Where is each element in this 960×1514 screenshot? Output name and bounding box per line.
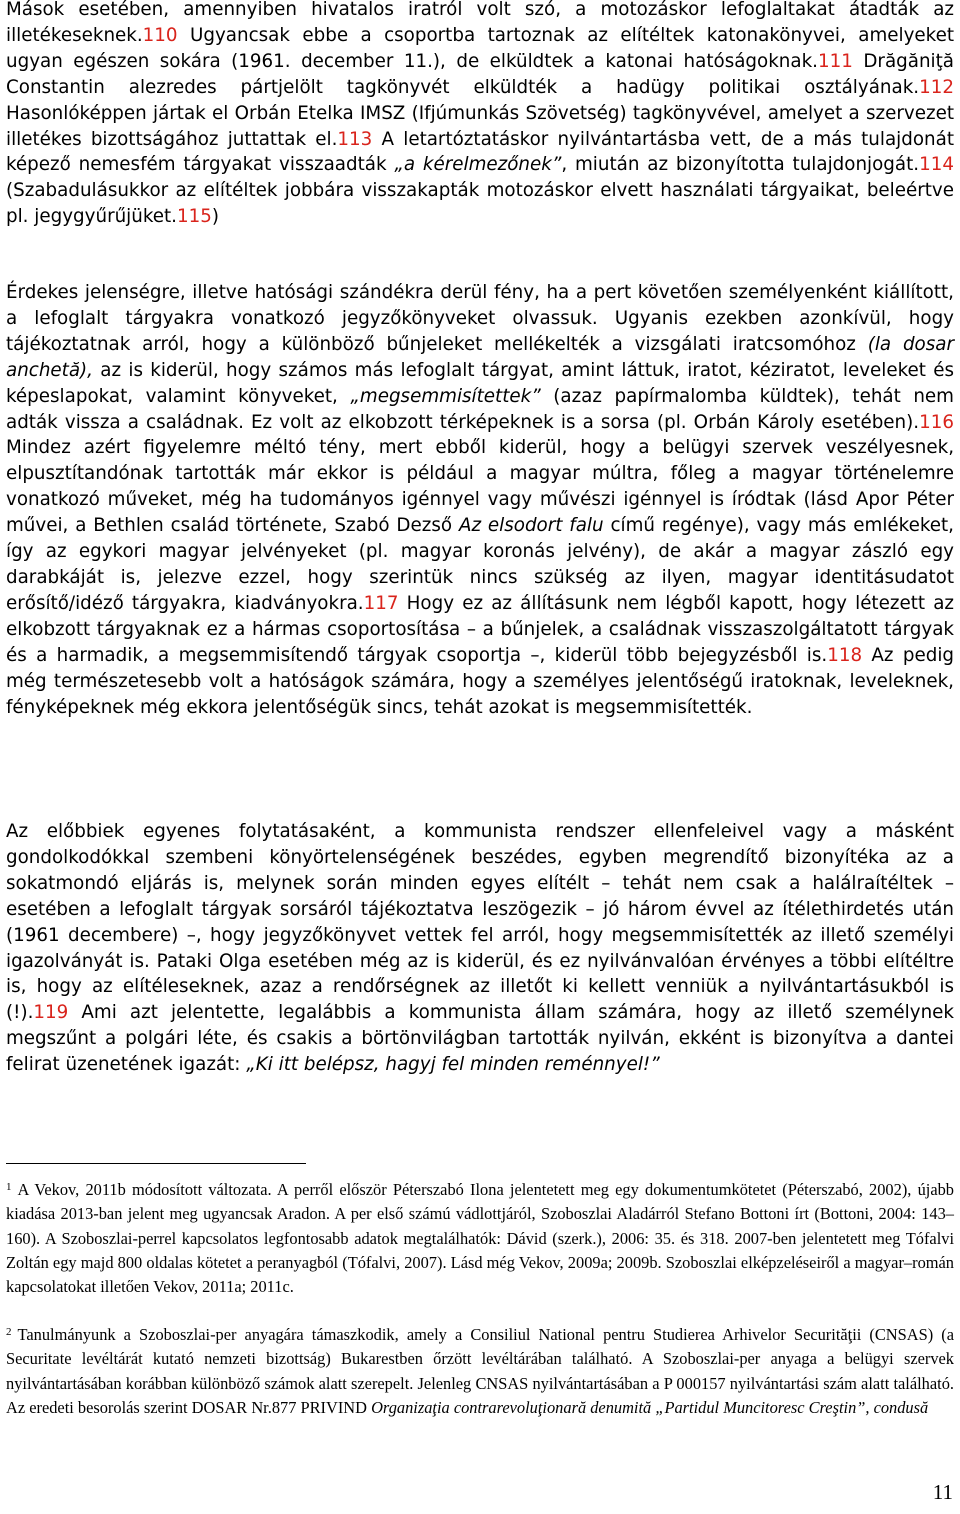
text-run: Hasonlóképpen jártak el Orbán Etelka IMSZ (Ifjúmunkás Szövetség) tagkönyvével, amelyet a szervezet illetékes bizottságához juttattak el. xyxy=(6,102,954,150)
footnote-ref-113[interactable]: 113 xyxy=(337,128,373,150)
text-run: (azaz papírmalomba küldtek), tehát nem adták vissza a családnak. Ez volt az elkobzott térképeknek is a sorsa (pl. Orbán Károly esetében). xyxy=(6,385,954,433)
text-run: , miután az bizonyította tulajdonjogát. xyxy=(561,154,920,176)
text-run: Az előbbiek egyenes folytatásaként, a kommunista rendszer ellenfeleivel vagy a másként gondolkodókkal szembeni könyörtelenségének beszédes, egyben megrendítő bizonyítéka az a sokatmondó eljárás is, melynek során minden egyes elítélt – tehát nem csak a halálraítéltek – esetében a lefoglalt tárgyak sorsáról tájékoztatva leszögezik – jó három évvel az ítélethirdetés után (1961 decembere) –, hogy jegyzőkönyvet vettek fel arról, hogy megsemmisítették az illető személyi igazolványát is. Pataki Olga esetében még az is kiderül, és ez nyilvánvalóan érvényes a többi elítéltre is, hogy az elítéleseknek, azaz a rendőrségnek az illetőt ki kellett venniük a nyilvántartásukból is (!). xyxy=(6,821,954,1024)
footnote-1 xyxy=(6,1178,954,1299)
footnote-2 xyxy=(6,1323,954,1420)
footnote-ref-112[interactable]: 112 xyxy=(919,76,954,98)
footnote-text: Tanulmányunk a Szoboszlai-per anyagára támaszkodik, amely a Consiliul National pentru Studierea Arhivelor Securităţii (CNSAS) (a Securitate levéltárát kutató nemzeti bizottság) Bukarestben őrzött levéltárában található. A Szoboszlai-per anyaga a belügyi szervek nyilvántartásában korábban különböző számok alatt szerepelt. Jelenleg CNSAS nyilvántartásában a P 000157 nyilvántartási szám alatt található. Az eredeti besorolás szerint DOSAR Nr.877 PRIVIND xyxy=(6,1325,954,1417)
footnote-ref-111[interactable]: 111 xyxy=(817,50,853,72)
italic-quote: „megsemmisítettek” xyxy=(350,385,541,407)
footnote-ref-116[interactable]: 116 xyxy=(919,411,954,433)
text-run: A letartóztatáskor nyilvántartásba vett, de a más tulajdonát képező nemesfém tárgyakat visszaadták xyxy=(6,128,954,176)
text-run: Mások esetében, amennyiben hivatalos iratról volt szó, a motozáskor lefoglaltakat átadták az illetékeseknek. xyxy=(6,0,954,46)
text-run: (Szabadulásukkor az elítéltek jobbára visszakapták motozáskor elvett használati tárgyaikat, beleértve pl. jegygyűrűjüket. xyxy=(6,180,954,228)
paragraph-2 xyxy=(6,280,954,720)
footnote-ref-110[interactable]: 110 xyxy=(142,24,178,46)
text-run: Mindez azért figyelemre méltó tény, mert ebből kiderül, hogy a belügyi szervek veszélyesnek, elpusztítandónak tartották már ekkor is például a magyar múltra, főleg a magyar történelemre vonatkozó műveket, még ha tudományos igénnyel vagy művészi igénnyel is íródtak (lásd Apor Péter művei, a Bethlen család története, Szabó Dezső xyxy=(6,437,954,537)
footnote-separator xyxy=(6,1163,306,1164)
footnote-text: A Vekov, 2011b módosított változata. A perről először Péterszabó Ilona jelentetett meg egy dokumentumkötetet (Péterszabó, 2002), újabb kiadása 2013-ban jelent meg ugyancsak Aradon. A per első számú vádlottjáról, Szoboszlai Aladárról Stefano Bottoni írt (Bottoni, 2004: 143–160). A Szoboszlai-perrel kapcsolatos legfontosabb adatok megtalálhatók: Dávid (szerk.), 2006: 35. és 318. 2007-ben jelentetett meg Tófalvi Zoltán egy majd 800 oldalas kötetet a peranyagból (Tófalvi, 2007). Lásd még Vekov, 2009a; 2009b. Szoboszlai elképzeléseiről a magyar–román kapcsolatokat illetően Vekov, 2011a; 2011c. xyxy=(6,1180,954,1297)
italic-title: Az elsodort falu xyxy=(458,515,604,537)
footnote-ref-114[interactable]: 114 xyxy=(919,154,954,176)
text-run: című regénye), vagy más emlékeket, így az egykori magyar jelvényeket (pl. magyar koronás jelvény), de akár a magyar zászló egy darabkáját is, jelezve ezzel, hogy szerintük nincs szükség az ilyen, magyar identitásudatot erősítő/idéző tárgyakra, kiadványokra. xyxy=(6,515,954,614)
italic-quote: „a kérelmezőnek” xyxy=(394,154,562,176)
text-run: Ugyancsak ebbe a csoportba tartoznak az elítéltek katonakönyvei, amelyeket ugyan egészen sokára (1961. december 11.), de elküldtek a katonai hatóságoknak. xyxy=(6,24,954,72)
footnote-ref-118[interactable]: 118 xyxy=(827,644,863,666)
text-run: ) xyxy=(211,206,220,228)
italic-quote: „Ki itt belépsz, hagyj fel minden reménnyel!” xyxy=(246,1054,660,1076)
footnote-ref-117[interactable]: 117 xyxy=(363,592,399,614)
footnote-ref-115[interactable]: 115 xyxy=(177,206,212,228)
footnote-number: 2 xyxy=(6,1326,12,1338)
page-number: 11 xyxy=(932,1480,953,1504)
text-run: Hogy ez az állításunk nem légből kapott, hogy létezett az elkobzott tárgyaknak ez a hármas csoportosítása – a bűnjelek, a családnak visszaszolgáltatott tárgyak és a harmadik, a megsemmisítendő tárgyak csoportja –, kiderül több bejegyzésből is. xyxy=(6,592,954,666)
paragraph-3 xyxy=(6,819,954,1078)
text-run: Az pedig még természetesebb volt a hatóságok számára, hogy a személyes jelentőségű iratoknak, leveleknek, fényképeknek még ekkora jelentőségük sincs, tehát azokat is megsemmisítették. xyxy=(6,644,954,718)
footnote-italic-text: Organizaţia contrarevoluţionară denumită „Partidul Muncitoresc Creştin”, condusă xyxy=(371,1397,929,1417)
footnote-number: 1 xyxy=(6,1181,12,1193)
text-run: Ami azt jelentette, legalábbis a kommunista állam számára, hogy az illető személynek megszűnt a polgári léte, és csakis a börtönvilágban tartották nyilván, ekként is bizonyítva a dantei felirat üzenetének igazát: xyxy=(6,1002,954,1076)
footnote-ref-119[interactable]: 119 xyxy=(33,1002,69,1024)
paragraph-1 xyxy=(6,0,954,230)
text-run: Érdekes jelenségre, illetve hatósági szándékra derül fény, ha a pert követően személyenként kiállított, a lefoglalt tárgyakra vonatkozó jegyzőkönyveket olvassuk. Ugyanis ezekben azonkívül, hogy tájékoztatnak arról, hogy a különböző bűnjeleket mellékelték a vizsgálati iratcsomóhoz xyxy=(6,282,954,355)
italic-phrase: (la dosar anchetă), xyxy=(6,333,954,381)
text-run: Drăgăniţă Constantin alezredes pártjelölt tagkönyvét elküldték a hadügy politikai osztályának. xyxy=(6,50,954,98)
text-run: az is kiderül, hogy számos más lefoglalt tárgyat, amint láttuk, iratot, kéziratot, leveleket és képeslapokat, valamint könyveket, xyxy=(6,359,954,407)
